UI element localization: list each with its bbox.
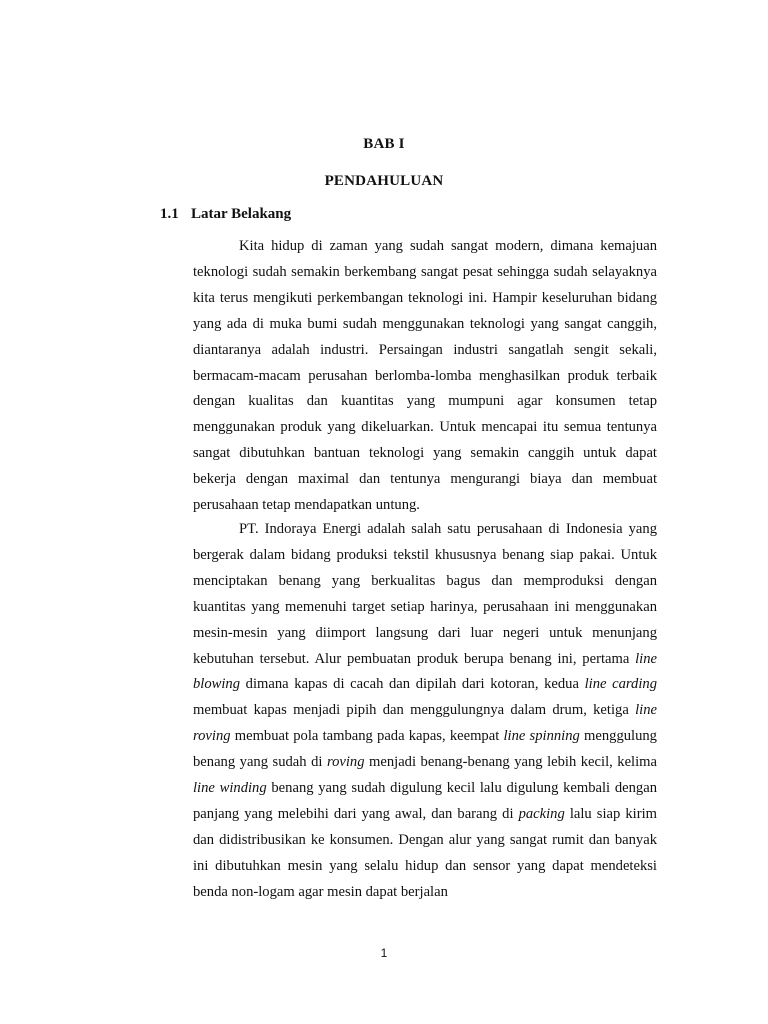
term-line-roving: line roving (193, 702, 657, 745)
term-roving: roving (326, 754, 365, 771)
section-number: 1.1 (160, 206, 179, 222)
term-line-carding: line carding (584, 676, 657, 693)
page-number: 1 (380, 946, 388, 960)
paragraph-2 (193, 517, 657, 906)
paragraph-2-text: menggulung benang yang sudah di (193, 728, 657, 771)
paragraph-2-text: membuat kapas menjadi pipih dan menggulungnya dalam drum, ketiga (193, 702, 636, 719)
paragraph-1: Kita hidup di zaman yang sudah sangat modern, dimana kemajuan teknologi sudah semakin berkembang sangat pesat sehingga sudah selayaknya kita terus mengikuti perkembangan teknologi ini. Hampir keseluruhan bidang yang ada di muka bumi sudah menggunakan teknologi yang sangat canggih, diantaranya adalah industri. Persaingan industri sangatlah sengit sekali, bermacam-macam perusahan berlomba-lomba menghasilkan produk terbaik dengan kualitas dan kuantitas yang mumpuni agar konsumen tetap menggunakan produk yang dikeluarkan. Untuk mencapai itu semua tentunya sangat dibutuhkan bantuan teknologi yang semakin canggih untuk dapat bekerja dengan maximal dan tentunya mengurangi biaya dan membuat perusahaan tetap mendapatkan untung. (193, 238, 657, 514)
term-line-spinning: line spinning (503, 728, 580, 745)
paragraph-2-text: PT. Indoraya Energi adalah salah satu perusahaan di Indonesia yang bergerak dalam bidang produksi tekstil khususnya benang siap pakai. Untuk menciptakan benang yang berkualitas bagus dan memproduksi dengan kuantitas yang memenuhi target setiap harinya, perusahaan ini menggunakan mesin-mesin yang diimport langsung dari luar negeri untuk menunjang kebutuhan tersebut. Alur pembuatan produk berupa benang ini, pertama (193, 521, 657, 667)
chapter-number: BAB I (363, 136, 405, 152)
paragraph-2-text: membuat pola tambang pada kapas, keempat (230, 728, 504, 745)
term-line-blowing: line blowing (193, 650, 657, 693)
paragraph-2-text: dimana kapas di cacah dan dipilah dari kotoran, kedua (240, 676, 585, 693)
term-line-winding: line winding (193, 780, 267, 797)
term-packing: packing (518, 805, 565, 822)
paragraph-2-text: lalu siap kirim dan didistribusikan ke konsumen. Dengan alur yang sangat rumit dan banyak ini dibutuhkan mesin yang selalu hidup dan sensor yang dapat mendeteksi benda non-logam agar mesin dapat berjalan (193, 805, 657, 900)
section-heading (160, 206, 291, 223)
paragraph-2-text: menjadi benang-benang yang lebih kecil, kelima (364, 754, 657, 771)
chapter-title: PENDAHULUAN (324, 173, 444, 189)
paragraph-2-text: benang yang sudah digulung kecil lalu digulung kembali dengan panjang yang melebihi dari yang awal, dan barang di (193, 780, 657, 822)
section-title: Latar Belakang (191, 206, 292, 222)
